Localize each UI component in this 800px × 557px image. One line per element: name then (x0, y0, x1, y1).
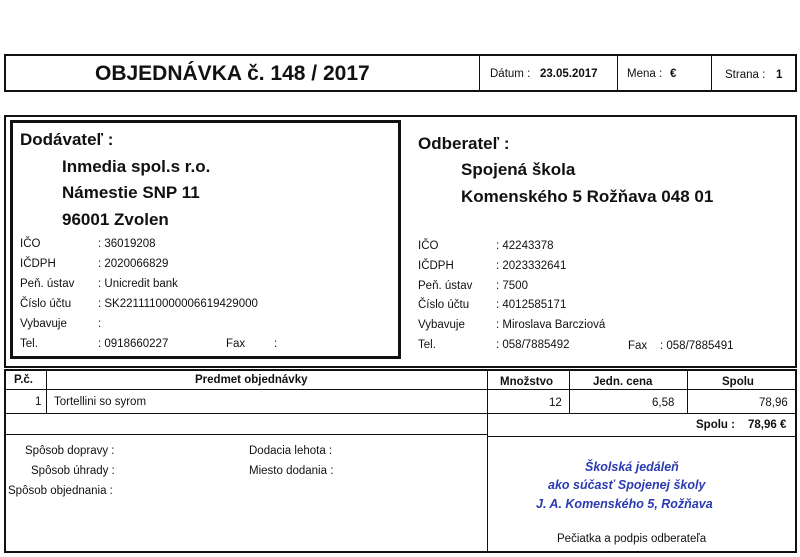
customer-address: Komenského 5 Rožňava 048 01 (461, 187, 714, 206)
row-no: 1 (35, 396, 42, 408)
table-rule (5, 389, 796, 390)
customer-account-value: : 4012585171 (496, 299, 567, 311)
supplier-tel-label: Tel. (20, 338, 38, 350)
supplier-bank-value: : Unicredit bank (98, 278, 178, 290)
supplier-fax-label: Fax (226, 338, 246, 350)
sum-value: 78,96 € (748, 419, 787, 431)
sum-label: Spolu : (696, 419, 735, 431)
table-rule (46, 370, 47, 413)
customer-ico-value: : 42243378 (496, 240, 554, 252)
delivery-place-label: Miesto dodania : (249, 465, 334, 477)
customer-icdph-value: : 2023332641 (496, 260, 567, 272)
customer-handler-label: Vybavuje (418, 319, 465, 331)
header-divider (479, 56, 480, 90)
payment-label: Spôsob úhrady : (31, 465, 115, 477)
customer-ico-label: IČO (418, 240, 439, 252)
supplier-handler-label: Vybavuje (20, 318, 67, 330)
col-header-total: Spolu (722, 376, 754, 388)
currency-label: Mena : (627, 68, 663, 80)
table-rule (5, 413, 796, 414)
supplier-fax-value: : (274, 338, 278, 350)
table-rule (687, 370, 688, 413)
order-method-label: Spôsob objednania : (8, 485, 113, 497)
customer-tel-value: : 058/7885492 (496, 339, 570, 351)
table-rule (487, 370, 488, 552)
customer-icdph-label: IČDPH (418, 260, 454, 272)
row-total: 78,96 (759, 397, 788, 409)
customer-fax-value: : 058/7885491 (660, 340, 734, 352)
signature-label: Pečiatka a podpis odberateľa (557, 533, 707, 545)
col-header-qty: Množstvo (500, 376, 554, 388)
date-label: Dátum : (490, 68, 531, 80)
supplier-icdph-value: : 2020066829 (98, 258, 169, 270)
table-rule (569, 370, 570, 413)
supplier-account-label: Číslo účtu (20, 298, 72, 310)
customer-heading: Odberateľ : (418, 134, 510, 153)
stamp-line-2: ako súčasť Spojenej školy (548, 478, 706, 492)
supplier-icdph-label: IČDPH (20, 258, 56, 270)
date-value: 23.05.2017 (540, 68, 598, 80)
supplier-box (10, 120, 401, 359)
col-header-no: P.č. (14, 374, 33, 386)
row-qty: 12 (549, 397, 562, 409)
col-header-unit-price: Jedn. cena (593, 376, 653, 388)
customer-account-label: Číslo účtu (418, 299, 470, 311)
supplier-street: Námestie SNP 11 (62, 183, 200, 202)
currency-value: € (670, 68, 677, 80)
customer-name: Spojená škola (461, 160, 576, 179)
stamp-line-3: J. A. Komenského 5, Rožňava (536, 497, 713, 511)
customer-fax-label: Fax (628, 340, 648, 352)
customer-bank-value: : 7500 (496, 280, 528, 292)
table-rule (5, 434, 487, 435)
delivery-term-label: Dodacia lehota : (249, 445, 333, 457)
stamp-line-1: Školská jedáleň (585, 460, 679, 474)
supplier-ico-value: : 36019208 (98, 238, 156, 250)
customer-handler-value: : Miroslava Barcziová (496, 319, 606, 331)
supplier-city: 96001 Zvolen (62, 210, 169, 229)
row-item: Tortellini so syrom (54, 396, 147, 408)
document-title: OBJEDNÁVKA č. 148 / 2017 (95, 62, 370, 85)
col-header-item: Predmet objednávky (195, 374, 308, 386)
header-divider (711, 56, 712, 90)
supplier-tel-value: : 0918660227 (98, 338, 169, 350)
supplier-ico-label: IČO (20, 238, 41, 250)
page-label: Strana : (725, 69, 766, 81)
supplier-name: Inmedia spol.s r.o. (62, 157, 211, 176)
page-value: 1 (776, 69, 783, 81)
supplier-account-value: : SK2211110000006619429000 (98, 298, 258, 310)
header-divider (617, 56, 618, 90)
supplier-heading: Dodávateľ : (20, 130, 114, 149)
supplier-handler-value: : (98, 318, 102, 330)
row-unit-price: 6,58 (652, 397, 675, 409)
table-rule (487, 436, 796, 437)
supplier-bank-label: Peň. ústav (20, 278, 75, 290)
customer-bank-label: Peň. ústav (418, 280, 473, 292)
customer-tel-label: Tel. (418, 339, 436, 351)
transport-label: Spôsob dopravy : (25, 445, 115, 457)
